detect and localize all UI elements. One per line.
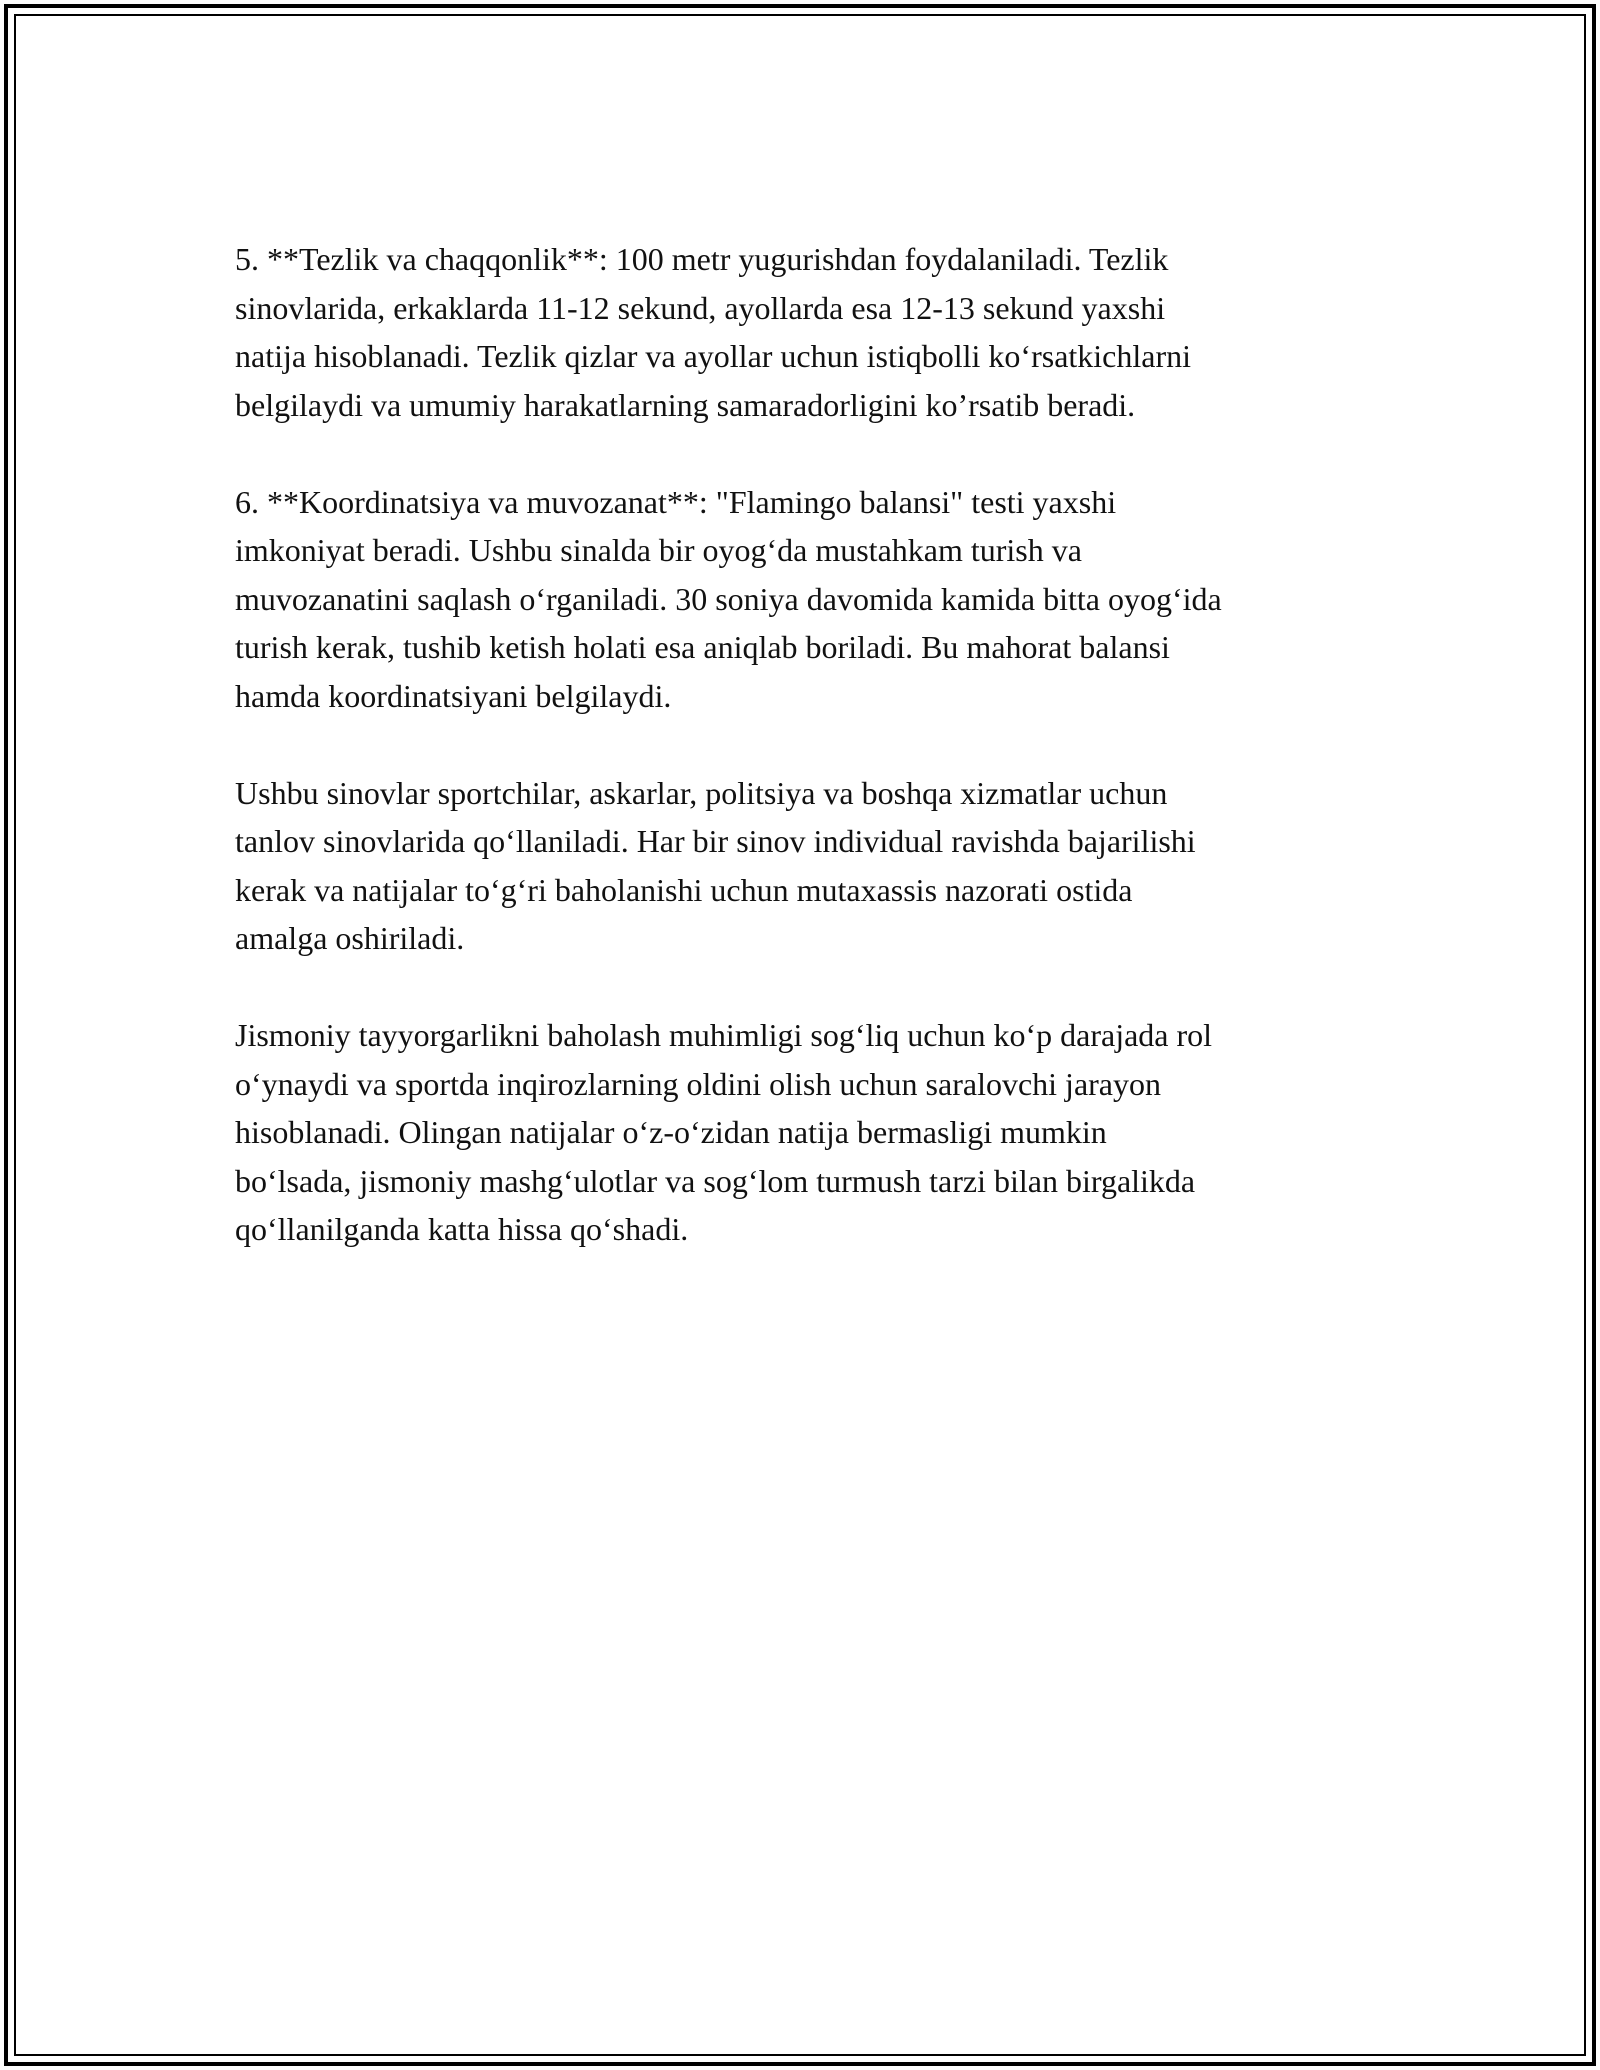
paragraph-coordination-balance [235,478,1385,721]
text-line: boʻlsada, jismoniy mashgʻulotlar va sogʻlom turmush tarzi bilan birgalikda [235,1162,1196,1199]
text-line: hisoblanadi. Olingan natijalar oʻz-oʻzidan natija bermasligi mumkin [235,1114,1107,1150]
text-line: kerak va natijalar toʻgʻri baholanishi uchun mutaxassis nazorati ostida [235,871,1133,908]
text-line: Ushbu sinovlar sportchilar, askarlar, politsiya va boshqa xizmatlar uchun [235,774,1168,811]
document-body [235,235,1385,1302]
text-line: hamda koordinatsiyani belgilaydi. [235,677,672,714]
text-line: sinovlarida, erkaklarda 11-12 sekund, ayollarda esa 12-13 sekund yaxshi [235,289,1166,326]
text-line: turish kerak, tushib ketish holati esa aniqlab boriladi. Bu mahorat balansi [235,629,1170,665]
text-line: qoʻllanilganda katta hissa qoʻshadi. [235,1211,689,1247]
paragraph-conclusion [235,1011,1385,1254]
paragraph-usage [235,769,1385,963]
text-line: 6. **Koordinatsiya va muvozanat**: "Flamingo balansi" testi yaxshi [235,483,1117,520]
text-line: oʻynaydi va sportda inqirozlarning oldini olish uchun saralovchi jarayon [235,1065,1161,1102]
text-line: tanlov sinovlarida qoʻllaniladi. Har bir sinov individual ravishda bajarilishi [235,823,1196,859]
text-line: 5. **Tezlik va chaqqonlik**: 100 metr yugurishdan foydalaniladi. Tezlik [235,241,1169,277]
text-line: natija hisoblanadi. Tezlik qizlar va ayollar uchun istiqbolli koʻrsatkichlarni [235,338,1192,374]
paragraph-speed-agility [235,235,1385,429]
text-line: amalga oshiriladi. [235,920,465,956]
text-line: imkoniyat beradi. Ushbu sinalda bir oyogʻda mustahkam turish va [235,532,1082,568]
text-line: muvozanatini saqlash oʻrganiladi. 30 soniya davomida kamida bitta oyogʻida [235,580,1222,617]
text-line: belgilaydi va umumiy harakatlarning samaradorligini ko’rsatib beradi. [235,386,1136,423]
text-line: Jismoniy tayyorgarlikni baholash muhimligi sogʻliq uchun koʻp darajada rol [235,1017,1213,1053]
